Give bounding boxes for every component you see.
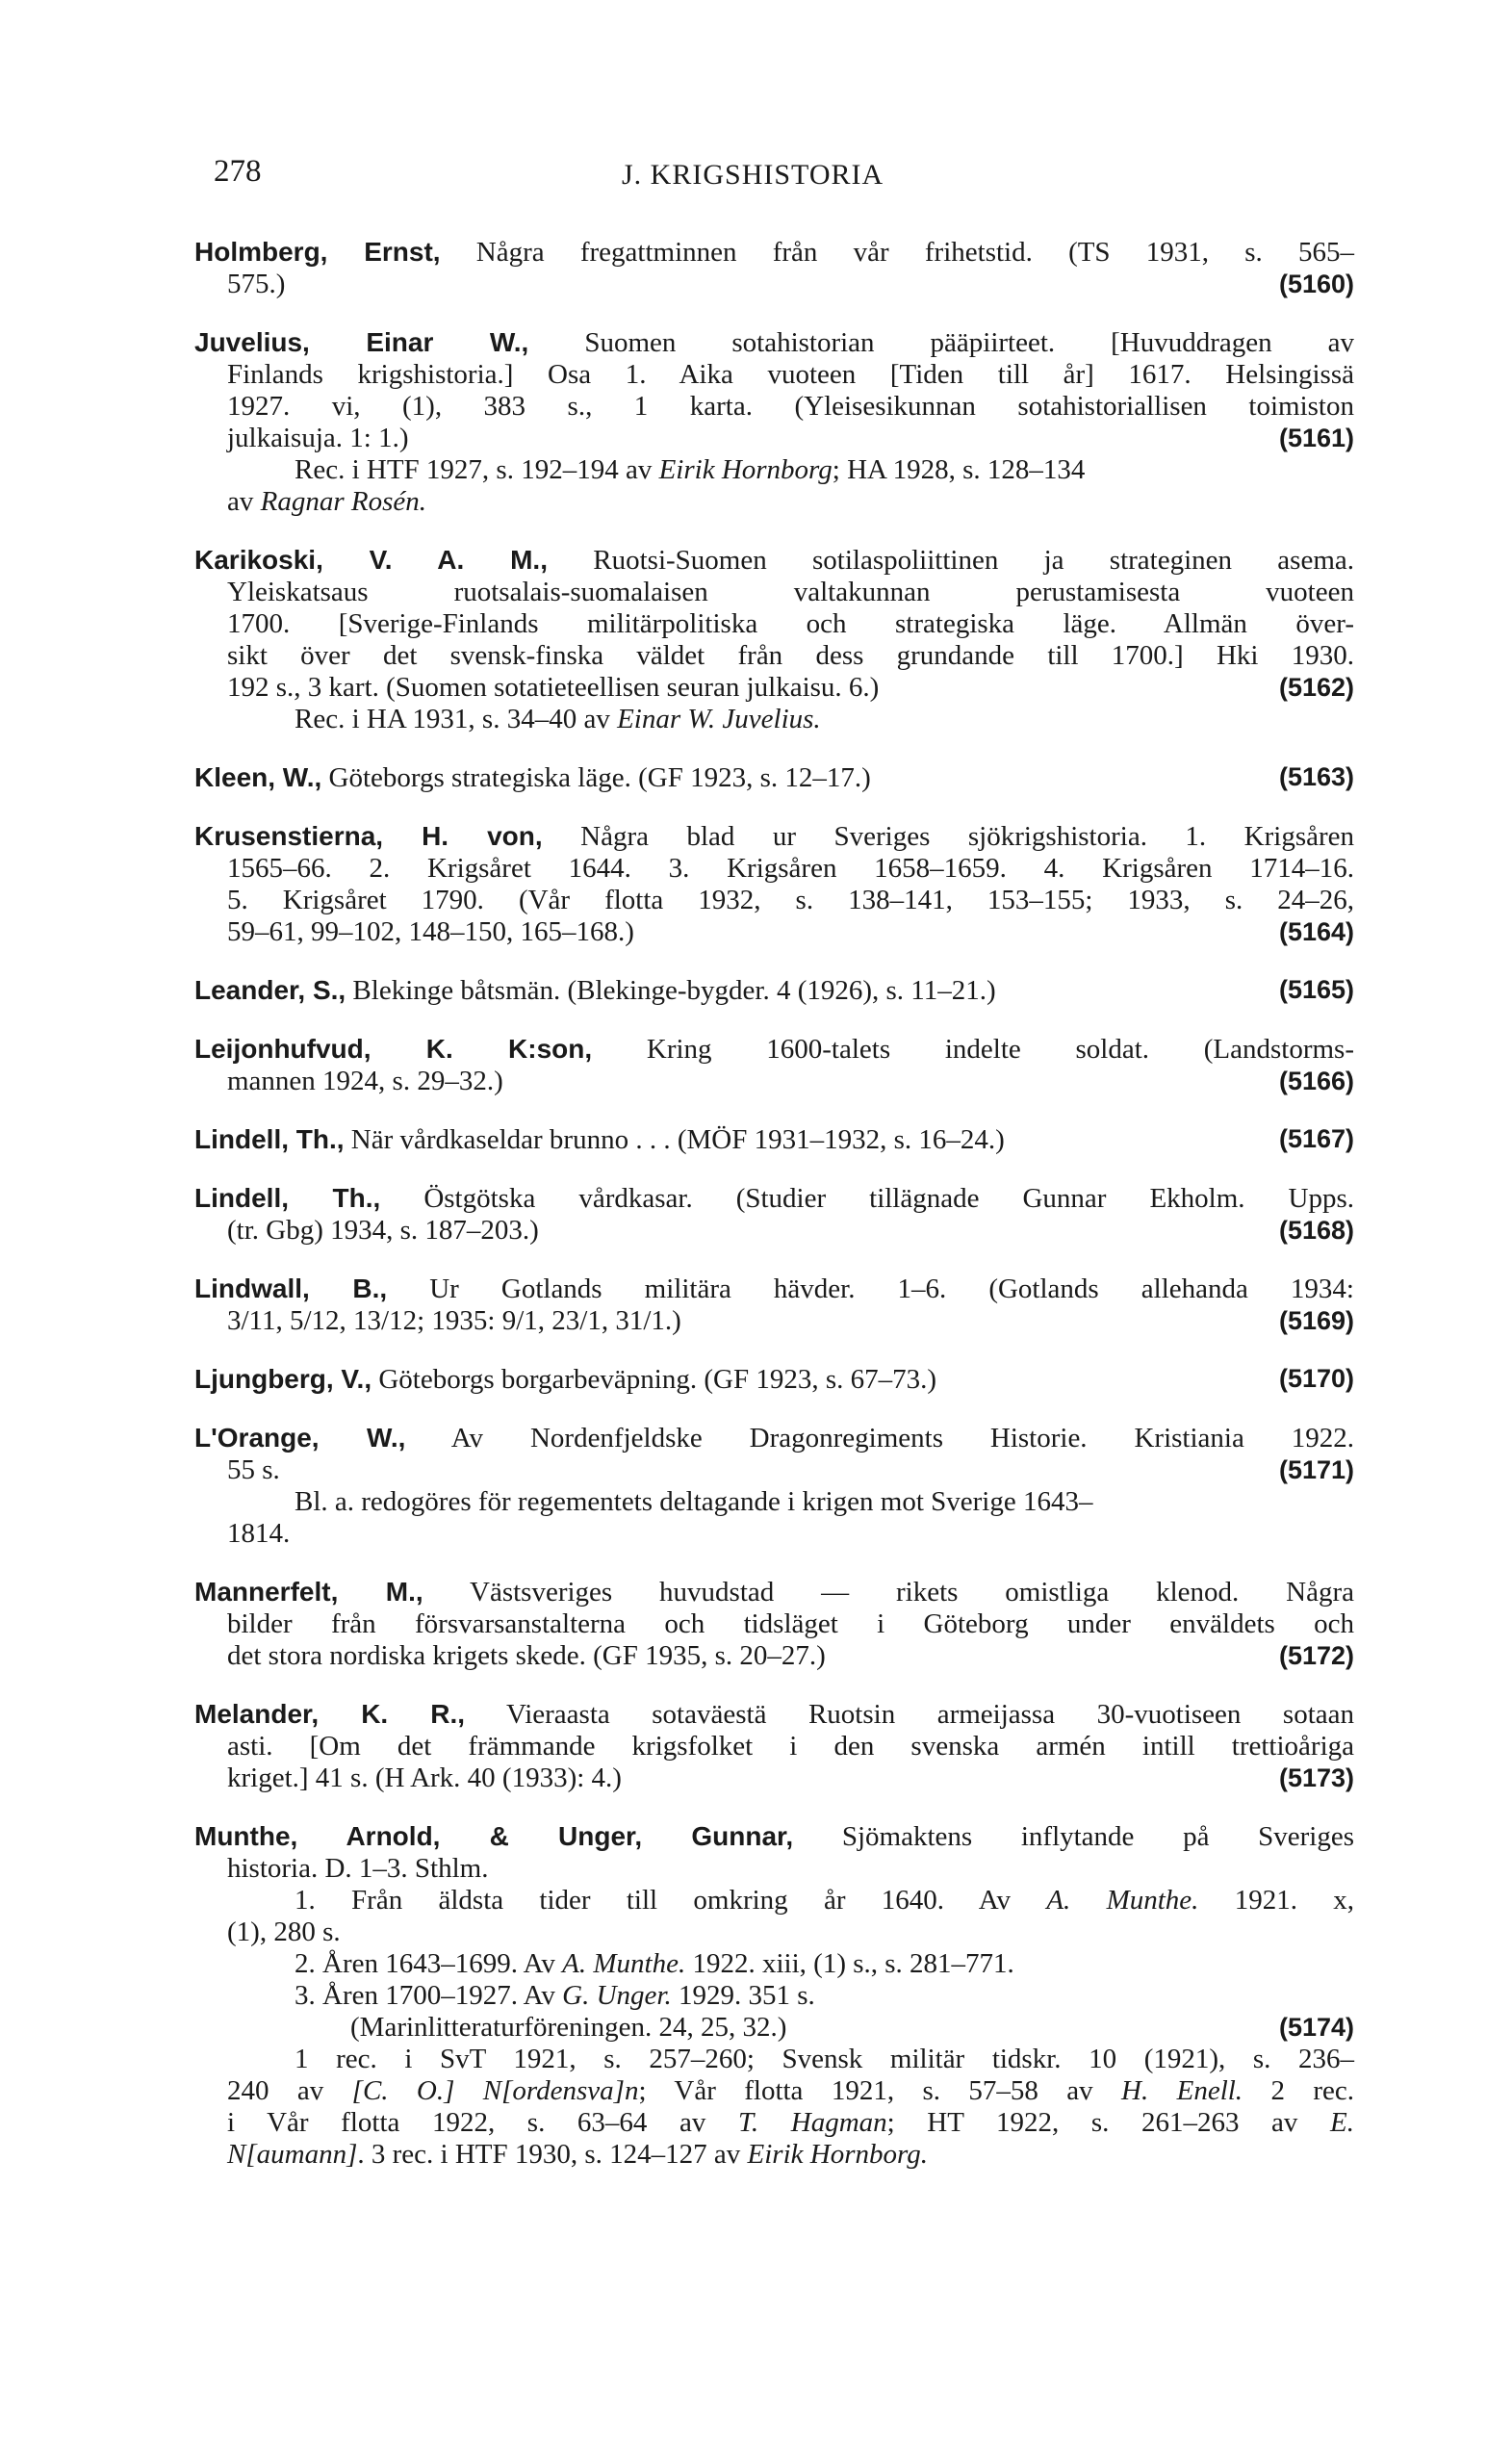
entry-5174	[194, 1820, 1354, 2171]
entry-5167	[194, 1123, 1354, 1156]
entry-text: (tr. Gbg) 1934, s. 187–203.)	[227, 1215, 539, 1246]
review-note: 1 rec. i SvT 1921, s. 257–260; Svensk militär tidskr. 10 (1921), s. 236–	[295, 2044, 1354, 2074]
entry-text: Av Nordenfjeldske Dragonregiments Historie. Kristiania 1922.	[450, 1423, 1354, 1454]
entry-text: 192 s., 3 kart. (Suomen sotatieteellisen seuran julkaisu. 6.)	[227, 672, 880, 703]
entry-text: 1927. vi, (1), 383 s., 1 karta. (Yleisesikunnan sotahistoriallisen toimiston	[227, 391, 1354, 422]
entry-text: det stora nordiska krigets skede. (GF 1935, s. 20–27.)	[227, 1640, 826, 1671]
entry-text: Ur Gotlands militära hävder. 1–6. (Gotlands allehanda 1934:	[429, 1273, 1354, 1304]
entry-author: Mannerfelt, M.,	[194, 1577, 423, 1607]
entry-text: Göteborgs strategiska läge. (GF 1923, s. 12–17.)	[328, 762, 871, 793]
entry-5161	[194, 326, 1354, 518]
entry-text: julkaisuja. 1: 1.)	[227, 423, 409, 453]
entry-author: Leander, S.,	[194, 975, 346, 1005]
entry-text: 3/11, 5/12, 13/12; 1935: 9/1, 23/1, 31/1.)	[227, 1305, 681, 1336]
entry-text: Suomen sotahistorian pääpiirteet. [Huvuddragen av	[584, 327, 1354, 358]
review-note: av Ragnar Rosén.	[227, 486, 426, 517]
volume-part: 2. Åren 1643–1699. Av A. Munthe. 1922. xiii, (1) s., s. 281–771.	[295, 1948, 1014, 1979]
entry-number: (5166)	[1278, 1067, 1354, 1095]
entry-number: (5167)	[1278, 1124, 1354, 1153]
entry-text: mannen 1924, s. 29–32.)	[227, 1066, 503, 1096]
entry-number: (5163)	[1278, 762, 1354, 791]
entry-text: 1700. [Sverige-Finlands militärpolitiska och strategiska läge. Allmän över-	[227, 608, 1354, 639]
entry-text: Några blad ur Sveriges sjökrigshistoria. 1. Krigsåren	[580, 821, 1354, 852]
entry-text: sikt över det svensk-finska väldet från dess grundande till 1700.] Hki 1930.	[227, 640, 1354, 671]
entry-number: (5170)	[1278, 1364, 1354, 1393]
entry-author: Ljungberg, V.,	[194, 1364, 372, 1394]
page-number: 278	[214, 154, 262, 189]
entry-5172	[194, 1576, 1354, 1672]
entry-number: (5160)	[1278, 270, 1354, 298]
entry-text: 5. Krigsåret 1790. (Vår flotta 1932, s. 138–141, 153–155; 1933, s. 24–26,	[227, 885, 1354, 915]
entry-number: (5165)	[1278, 975, 1354, 1004]
entry-text: 575.)	[227, 269, 286, 299]
entry-text: 59–61, 99–102, 148–150, 165–168.)	[227, 916, 634, 947]
entry-text: Några fregattminnen från vår frihetstid. (TS 1931, s. 565–	[475, 237, 1355, 268]
entry-author: Karikoski, V. A. M.,	[194, 545, 548, 575]
entry-author: Kleen, W.,	[194, 762, 322, 792]
entry-author: Holmberg, Ernst,	[194, 237, 441, 267]
entry-5169	[194, 1273, 1354, 1337]
entry-list	[194, 236, 1354, 2197]
entry-text: 55 s.	[227, 1454, 280, 1485]
review-note: N[aumann]. 3 rec. i HTF 1930, s. 124–127 av Eirik Hornborg.	[227, 2139, 928, 2170]
entry-text: Finlands krigshistoria.] Osa 1. Aika vuoteen [Tiden till år] 1617. Helsingissä	[227, 359, 1354, 390]
entry-text: 1565–66. 2. Krigsåret 1644. 3. Krigsåren 1658–1659. 4. Krigsåren 1714–16.	[227, 853, 1354, 884]
entry-text: Västsveriges huvudstad — rikets omistliga klenod. Några	[470, 1577, 1355, 1608]
entry-5168	[194, 1182, 1354, 1247]
running-head: J. KRIGSHISTORIA	[622, 159, 884, 191]
entry-author: Lindwall, B.,	[194, 1273, 388, 1303]
entry-note: 1814.	[227, 1518, 291, 1549]
entry-text: Kring 1600-talets indelte soldat. (Landstorms-	[646, 1034, 1354, 1065]
entry-number: (5173)	[1278, 1763, 1354, 1792]
entry-number: (5162)	[1278, 673, 1354, 702]
review-note: Rec. i HTF 1927, s. 192–194 av Eirik Hornborg; HA 1928, s. 128–134	[295, 454, 1086, 485]
entry-text: Vieraasta sotaväestä Ruotsin armeijassa 30-vuotiseen sotaan	[506, 1699, 1354, 1730]
entry-author: Lindell, Th.,	[194, 1124, 345, 1154]
entry-author: Leijonhufvud, K. K:son,	[194, 1034, 593, 1064]
entry-author: Lindell, Th.,	[194, 1183, 381, 1213]
entry-number: (5169)	[1278, 1306, 1354, 1335]
entry-author: Krusenstierna, H. von,	[194, 821, 543, 851]
entry-author: Juvelius, Einar W.,	[194, 327, 529, 357]
entry-text: När vårdkaseldar brunno . . . (MÖF 1931–1932, s. 16–24.)	[350, 1124, 1005, 1155]
entry-text: kriget.] 41 s. (H Ark. 40 (1933): 4.)	[227, 1762, 622, 1793]
entry-text: Yleiskatsaus ruotsalais-suomalaisen valtakunnan perustamisesta vuoteen	[227, 577, 1354, 607]
entry-5166	[194, 1033, 1354, 1097]
entry-5171	[194, 1422, 1354, 1550]
entry-number: (5172)	[1278, 1641, 1354, 1670]
review-note: Rec. i HA 1931, s. 34–40 av Einar W. Juvelius.	[295, 704, 821, 734]
entry-text: Blekinge båtsmän. (Blekinge-bygder. 4 (1926), s. 11–21.)	[352, 975, 996, 1006]
volume-part: 1. Från äldsta tider till omkring år 1640. Av A. Munthe. 1921. x,	[295, 1885, 1354, 1916]
entry-author: Munthe, Arnold, & Unger, Gunnar,	[194, 1821, 794, 1851]
entry-author: L'Orange, W.,	[194, 1423, 406, 1453]
entry-number: (5161)	[1278, 424, 1354, 452]
entry-text: Göteborgs borgarbeväpning. (GF 1923, s. 67–73.)	[378, 1364, 937, 1395]
entry-5164	[194, 820, 1354, 948]
review-note: i Vår flotta 1922, s. 63–64 av T. Hagman; HT 1922, s. 261–263 av E.	[227, 2107, 1354, 2138]
entry-number: (5168)	[1278, 1216, 1354, 1245]
entry-number: (5164)	[1278, 917, 1354, 946]
entry-text: historia. D. 1–3. Sthlm.	[227, 1853, 489, 1884]
entry-text: asti. [Om det främmande krigsfolket i den svenska armén intill trettioåriga	[227, 1731, 1354, 1762]
entry-5162	[194, 544, 1354, 735]
entry-author: Melander, K. R.,	[194, 1699, 466, 1729]
series-note: (Marinlitteraturföreningen. 24, 25, 32.)	[350, 2012, 787, 2043]
entry-number: (5174)	[1278, 2013, 1354, 2042]
entry-note: Bl. a. redogöres för regementets deltagande i krigen mot Sverige 1643–	[295, 1486, 1093, 1517]
entry-5165	[194, 974, 1354, 1007]
entry-text: Östgötska vårdkasar. (Studier tillägnade Gunnar Ekholm. Upps.	[423, 1183, 1355, 1214]
entry-number: (5171)	[1278, 1455, 1354, 1484]
entry-text: Ruotsi-Suomen sotilaspoliittinen ja strateginen asema.	[593, 545, 1355, 576]
entry-5163	[194, 761, 1354, 794]
entry-text: bilder från försvarsanstalterna och tidsläget i Göteborg under enväldets och	[227, 1608, 1354, 1639]
volume-part: (1), 280 s.	[227, 1917, 341, 1947]
entry-5170	[194, 1363, 1354, 1396]
volume-part: 3. Åren 1700–1927. Av G. Unger. 1929. 351 s.	[295, 1980, 815, 2011]
entry-5173	[194, 1698, 1354, 1794]
entry-5160	[194, 236, 1354, 300]
review-note: 240 av [C. O.] N[ordensva]n; Vår flotta 1921, s. 57–58 av H. Enell. 2 rec.	[227, 2075, 1354, 2106]
entry-text: Sjömaktens inflytande på Sveriges	[841, 1821, 1354, 1852]
